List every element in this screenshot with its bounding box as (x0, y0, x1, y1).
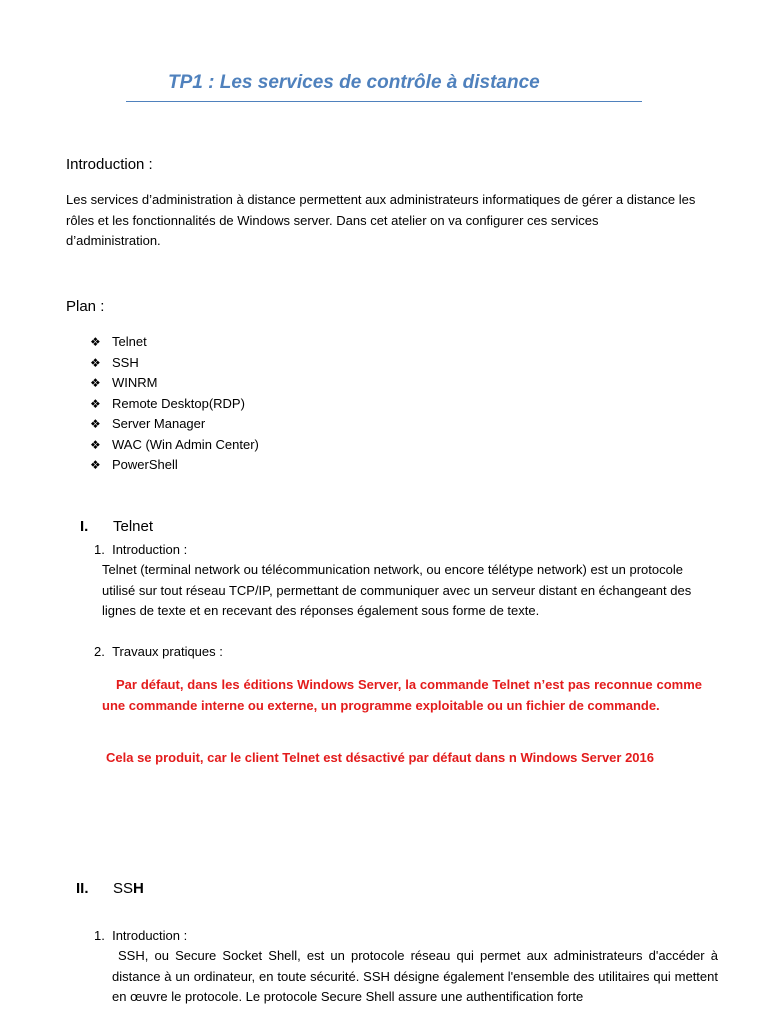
section-1-intro-paragraph: Telnet (terminal network ou télécommunication network, ou encore télétype network) est un protocole utilisé sur tout réseau TCP/IP, permettant de communiquer avec un serveur distant en échangeant des lignes de texte et en recevant des réponses également sous forme de texte. (102, 562, 692, 618)
section-2-title: SSH (113, 880, 144, 897)
title-underline (126, 101, 642, 102)
section-1-red-paragraph: Par défaut, dans les éditions Windows Server, la commande Telnet n’est pas reconnue comme une commande interne ou externe, un programme exploitable ou un fichier de commande. (102, 677, 702, 713)
intro-heading: Introduction : (66, 156, 153, 173)
diamond-bullet-icon: ❖ (90, 417, 101, 431)
section-2-intro-paragraph: SSH, ou Secure Socket Shell, est un protocole réseau qui permet aux administrateurs d'accéder à distance à un ordinateur, en toute sécurité. SSH désigne également l'ensemble des utilitaires qui mettent en œuvre le protocole. Le protocole Secure Shell assure une authentification forte (112, 948, 718, 1004)
list-item: ❖ Remote Desktop(RDP) (90, 394, 259, 415)
section-1-subheading-1: 1. Introduction : (94, 542, 188, 557)
document-title: TP1 : Les services de contrôle à distance (168, 72, 540, 93)
plan-heading: Plan : (66, 298, 105, 315)
diamond-bullet-icon: ❖ (90, 335, 101, 349)
section-1-number: I. (80, 518, 89, 535)
diamond-bullet-icon: ❖ (90, 376, 101, 390)
list-item: ❖ SSH (90, 353, 259, 374)
list-item: ❖ WAC (Win Admin Center) (90, 435, 259, 456)
diamond-bullet-icon: ❖ (90, 458, 101, 472)
section-1-title: Telnet (113, 518, 154, 535)
section-1-red-note: Cela se produit, car le client Telnet est désactivé par défaut dans n Windows Server 2016 (106, 750, 654, 765)
diamond-bullet-icon: ❖ (90, 355, 101, 370)
list-item: ❖ Telnet (90, 332, 259, 353)
list-item: ❖ Server Manager (90, 414, 259, 435)
diamond-bullet-icon: ❖ (90, 396, 101, 411)
section-2-subheading-1: 1. Introduction : (94, 928, 188, 943)
intro-paragraph: Les services d’administration à distance permettent aux administrateurs informatiques de gérer a distance les rôles et les fonctionnalités de Windows server. Dans cet atelier on va configurer ces services d’administration. (66, 192, 696, 248)
diamond-bullet-icon: ❖ (90, 437, 101, 452)
list-item: ❖ WINRM (90, 373, 259, 394)
section-1-subheading-2: 2. Travaux pratiques : (94, 644, 223, 659)
section-2-number: II. (76, 880, 89, 897)
list-item: ❖ PowerShell (90, 455, 259, 476)
plan-list (90, 332, 259, 476)
